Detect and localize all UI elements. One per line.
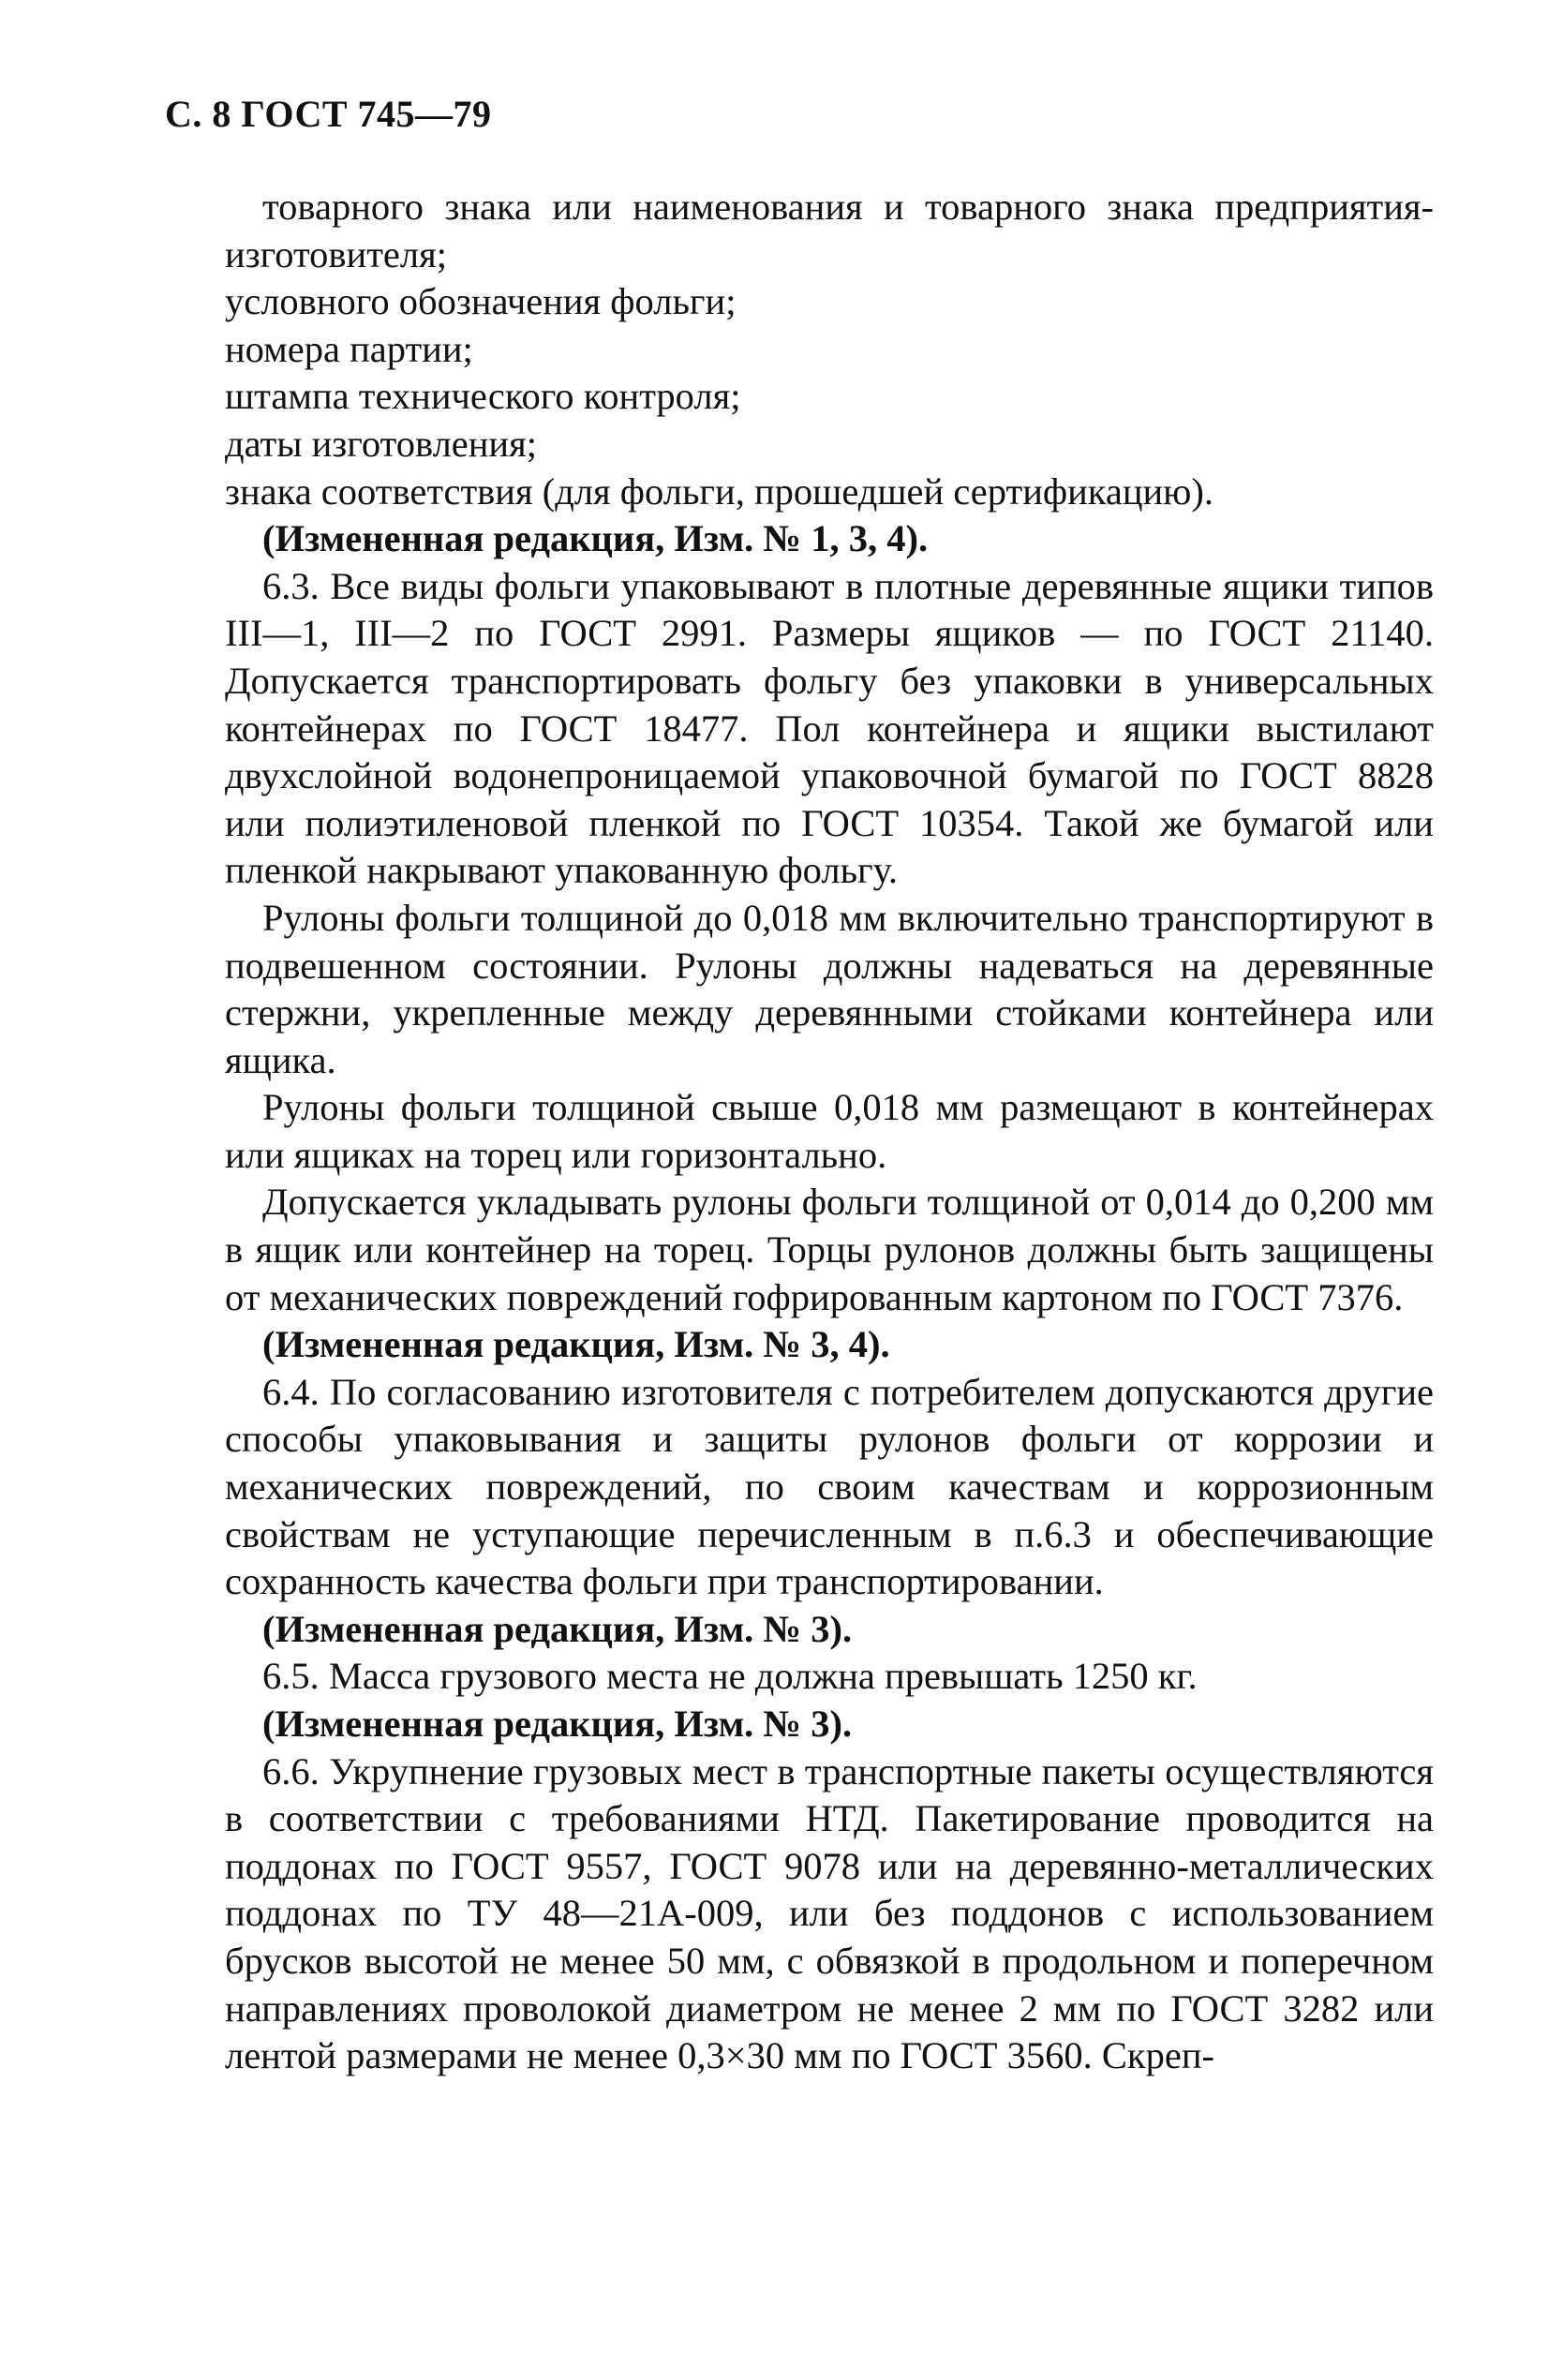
paragraph-rolls-suspended: Рулоны фольги толщиной до 0,018 мм включительно транспортируют в подвешенном состоянии. Рулоны должны надеваться на деревянные стержни, укрепленные между деревянными стойками контейнера или ящика.	[225, 896, 1434, 1081]
list-item: знака соответствия (для фольги, прошедшей сертификацию).	[225, 469, 1214, 513]
paragraph-6-6: 6.6. Укрупнение грузовых мест в транспортные пакеты осуществляются в соответствии с требованиями НТД. Пакетирование проводится на поддонах по ГОСТ 9557, ГОСТ 9078 или на деревянно-металлических поддонах по ТУ 48—21А-009, или без поддонов с использованием брусков высотой не менее 50 мм, с обвязкой в продольном и поперечном направлениях проволокой диаметром не менее 2 мм по ГОСТ 3282 или лентой размерами не менее 0,3×30 мм по ГОСТ 3560. Скреп-	[225, 1749, 1434, 2077]
paragraph-rolls-thick: Рулоны фольги толщиной свыше 0,018 мм размещают в контейнерах или ящиках на торец или горизонтально.	[225, 1086, 1434, 1176]
list-item: штампа технического контроля;	[225, 375, 741, 418]
list-item: условного обозначения фольги;	[225, 280, 737, 323]
amendment-note: (Измененная редакция, Изм. № 3).	[262, 1607, 853, 1650]
amendment-note: (Измененная редакция, Изм. № 3).	[262, 1703, 853, 1745]
amendment-note: (Измененная редакция, Изм. № 1, 3, 4).	[262, 517, 929, 560]
list-item-continuation: товарного знака или наименования и товарного знака предприятия-изготовителя;	[225, 186, 1434, 275]
paragraph-6-5: 6.5. Масса грузового места не должна превышать 1250 кг.	[262, 1655, 1198, 1698]
amendment-note: (Измененная редакция, Изм. № 3, 4).	[262, 1323, 890, 1366]
running-head: С. 8 ГОСТ 745—79	[165, 93, 492, 135]
list-item: номера партии;	[225, 327, 473, 370]
paragraph-6-4: 6.4. По согласованию изготовителя с потребителем допускаются другие способы упаковывания и защиты рулонов фольги от коррозии и механических повреждений, по своим качествам и коррозионным свойствам не уступающие перечисленным в п.6.3 и обеспечивающие сохранность качества фольги при транспортировании.	[225, 1370, 1434, 1603]
paragraph-6-3: 6.3. Все виды фольги упаковывают в плотные деревянные ящики типов III—1, III—2 по ГОСТ 2991. Размеры ящиков — по ГОСТ 21140. Допускается транспортировать фольгу без упаковки в универсальных контейнерах по ГОСТ 18477. Пол контейнера и ящики выстилают двухслойной водонепроницаемой упаковочной бумагой по ГОСТ 8828 или полиэтиленовой пленкой по ГОСТ 10354. Такой же бумагой или пленкой накрывают упакованную фольгу.	[225, 564, 1434, 892]
paragraph-rolls-end: Допускается укладывать рулоны фольги толщиной от 0,014 до 0,200 мм в ящик или контейнер на торец. Торцы рулонов должны быть защищены от механических повреждений гофрированным картоном по ГОСТ 7376.	[225, 1181, 1434, 1318]
body-text	[225, 184, 1434, 2080]
list-item: даты изготовления;	[225, 422, 537, 465]
